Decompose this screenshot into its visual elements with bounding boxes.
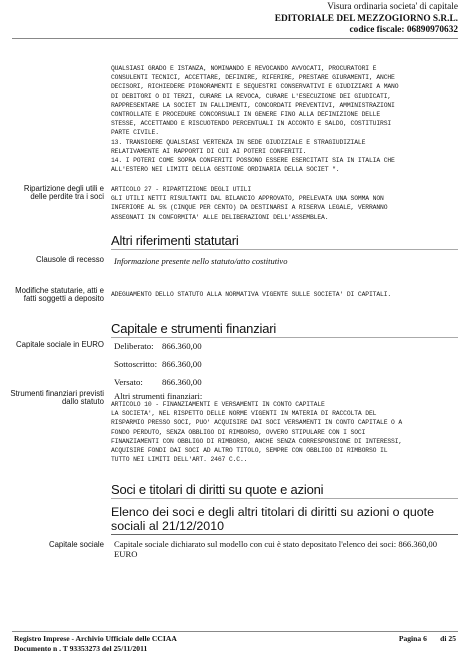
capitale-key: Versato:	[114, 377, 143, 387]
modifiche-text: ADEGUAMENTO DELLO STATUTO ALLA NORMATIVA VIGENTE SULLE SOCIETA' DI CAPITALI.	[111, 291, 392, 298]
text-line: STESSE, ACCETTANDO E RISCUOTENDO PERCENTUALI IN ACCONTO E SALDO, COSTITUIRSI	[111, 120, 392, 128]
clausole-label: Clausole di recesso	[35, 255, 104, 264]
text-line: DI DEBITORI O DI TERZI, CURARE LA REVOCA, CURARE L'ESECUZIONE DEI GIUDICATI,	[111, 92, 392, 100]
clausole-text: Informazione presente nello statuto/atto costitutivo	[114, 256, 288, 266]
footer-source	[14, 634, 177, 653]
capitale-table	[114, 341, 202, 395]
capitale-value: 866.360,00	[162, 341, 202, 351]
capitale-sociale-label: Capitale sociale	[48, 540, 104, 549]
text-line: ACQUISIRE FONDI DAI SOCI AD ALTRO TITOLO, SEMPRE CON OBBLIGO DI RIMBORSO IL	[111, 447, 388, 455]
strumenti-text	[111, 400, 402, 464]
text-line: ARTICOLO 27 - RIPARTIZIONE DEGLI UTILI	[111, 186, 252, 193]
strumenti-label: Strumenti finanziari previsti dallo statuto	[10, 389, 104, 407]
text-line: CONTROLLATE E PROCEDURE CONCORSUALI IN GENERE FINO ALLA DEFINIZIONE DELLE	[111, 111, 381, 119]
page-number: Pagina 6 di 25	[398, 634, 456, 643]
text-line: RAPPRESENTARE LA SOCIET IN FALLIMENTI, CONCORDATI PREVENTIVI, AMMINISTRAZIONI	[111, 101, 395, 109]
section-divider	[111, 498, 458, 499]
modifiche-label: Modifiche statutarie, atti e fatti soggetti a deposito	[15, 286, 104, 304]
text-line: ALL'ESTERO NEI LIMITI DELLA GESTIONE ORDINARIA DELLA SOCIET ".	[111, 166, 340, 174]
elenco-divider	[111, 534, 458, 535]
text-line: RELATIVAMENTE AI RAPPORTI DI CUI AI POTERI CONFERITI.	[111, 147, 307, 155]
header-divider	[12, 38, 458, 39]
capitale-value: 866.360,00	[162, 359, 202, 369]
text-line: GLI UTILI NETTI RISULTANTI DAL BILANCIO APPROVATO, PRELEVATA UNA SOMMA NON	[111, 195, 384, 203]
capitale-key: Sottoscritto:	[114, 359, 158, 369]
capitale-row	[114, 341, 202, 359]
company-name: EDITORIALE DEL MEZZOGIORNO S.R.L.	[274, 13, 458, 24]
document-type: Visura ordinaria societa' di capitale	[327, 2, 458, 12]
powers-text	[111, 64, 398, 174]
section-divider	[111, 337, 458, 338]
text-line: ASSEGNATI IN CONFORMITA' ALLE DELIBERAZIONI DELL'ASSEMBLEA.	[111, 213, 329, 221]
text-line: FINANZIAMENTI CON OBBLIGO DI RIMBORSO, ANCHE SENZA CORRESPONSIONE DI INTERESSI,	[111, 437, 403, 445]
footer-document-number: Documento n . T 93353273 del 25/11/2011	[14, 643, 148, 653]
strumenti-heading: Altri strumenti finanziari:	[114, 391, 203, 401]
capitale-value: 866.360,00	[162, 377, 202, 387]
capitale-key: Deliberato:	[114, 341, 154, 351]
text-line: 14. I POTERI COME SOPRA CONFERITI POSSONO ESSERE ESERCITATI SIA IN ITALIA CHE	[111, 157, 395, 165]
fiscal-code: codice fiscale: 06890970632	[349, 25, 458, 35]
text-line: DECISORI, RICHIEDERE PIGNORAMENTI E SEQUESTRI CONSERVATIVI E GIUDIZIARI A MANO	[111, 83, 399, 91]
page-header	[275, 2, 458, 37]
capitale-sociale-text: Capitale sociale dichiarato sul modello con cui è stato depositato l'elenco dei soci: 866.360,00 EURO	[114, 539, 438, 559]
text-line: INFERIORE AL 5% (CINQUE PER CENTO) DA DESTINARSI A RISERVA LEGALE, VERRANNO	[111, 204, 388, 212]
text-line: RISPARMIO PRESSO SOCI, PUO' ACQUISIRE DAI SOCI VERSAMENTI IN CONTO CAPITALE O A	[111, 419, 403, 427]
text-line: FONDO PERDUTO, SENZA OBBLIGO DI RIMBORSO, OVVERO STIPULARE CON I SOCI	[111, 428, 366, 436]
capitale-row	[114, 359, 202, 377]
text-line: ARTICOLO 10 - FINANZIAMENTI E VERSAMENTI IN CONTO CAPITALE	[111, 401, 325, 408]
footer-registry: Registro Imprese - Archivio Ufficiale delle CCIAA	[14, 634, 177, 643]
ripartizione-label: Ripartizione degli utili e delle perdite tra i soci	[23, 184, 104, 202]
text-line: LA SOCIETA', NEL RISPETTO DELLE NORME VIGENTI IN MATERIA DI RACCOLTA DEL	[111, 410, 377, 418]
section-title-soci: Soci e titolari di diritti su quote e azioni	[111, 482, 324, 497]
section-title-capitale: Capitale e strumenti finanziari	[111, 321, 277, 336]
section-divider	[111, 249, 458, 250]
text-line: CONSULENTI TECNICI, ACCETTARE, DEFINIRE, RIFERIRE, PRESTARE GIURAMENTI, ANCHE	[111, 74, 395, 82]
text-line: 13. TRANSIGERE QUALSIASI VERTENZA IN SEDE GIUDIZIALE E STRAGIUDIZIALE	[111, 138, 366, 146]
text-line: PARTE CIVILE.	[111, 129, 159, 137]
footer-divider	[12, 631, 458, 632]
text-line: QUALSIASI GRADO E ISTANZA, NOMINANDO E REVOCANDO AVVOCATI, PROCURATORI E	[111, 65, 377, 72]
elenco-soci-title: Elenco dei soci e degli altri titolari di diritti su azioni o quote sociali al 21/12/2010	[111, 505, 435, 533]
ripartizione-text	[111, 185, 387, 222]
text-line: TUTTO NEI LIMITI DELL'ART. 2467 C.C..	[111, 456, 248, 464]
capitale-euro-label: Capitale sociale in EURO	[16, 340, 104, 349]
section-title-altri-riferimenti: Altri riferimenti statutari	[111, 233, 239, 248]
